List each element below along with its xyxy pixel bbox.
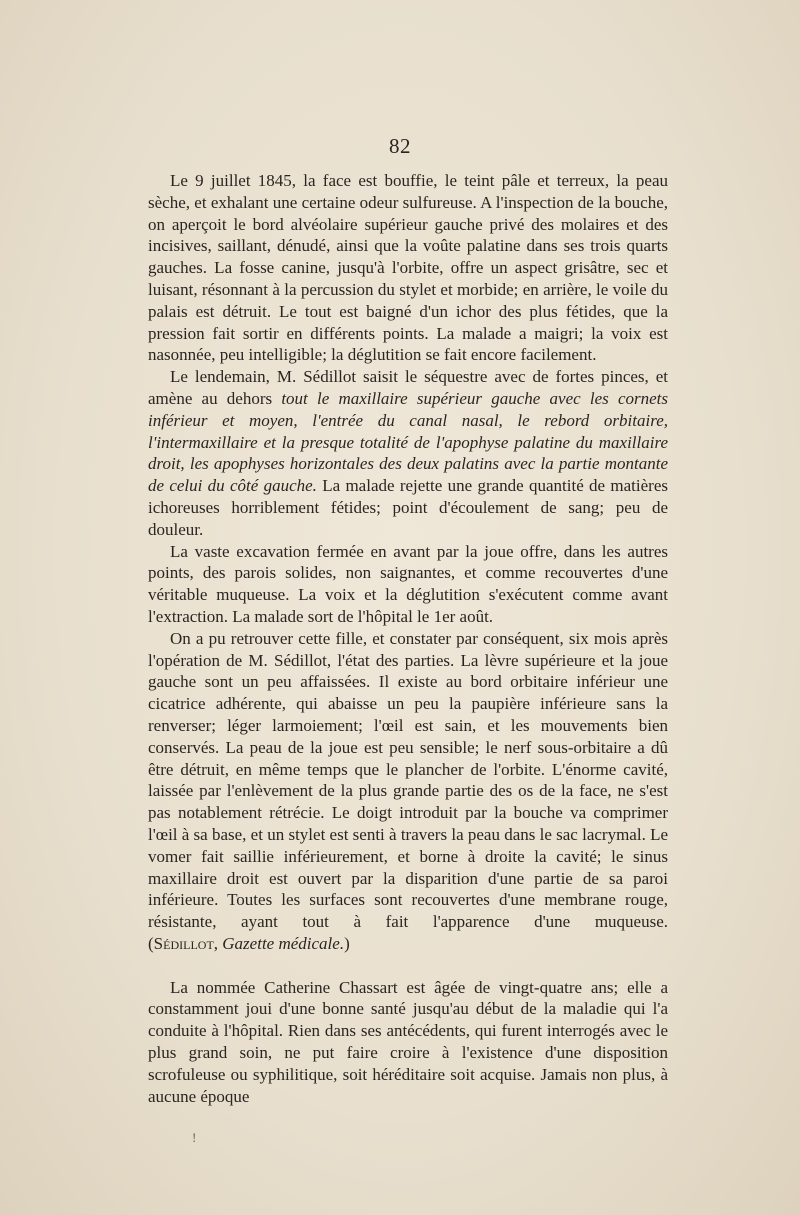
paragraph-4 [148,628,668,955]
source-author: Sédillot [153,933,214,953]
paragraph-2-tail: La malade rejette une grande quantité de matières ichoreuses horriblement fétides; point d'écoulement de sang; peu de douleur. [148,476,668,539]
paragraph-1: Le 9 juillet 1845, la face est bouffie, le teint pâle et terreux, la peau sèche, et exhalant une certaine odeur sulfureuse. A l'inspection de la bouche, on aperçoit le bord alvéolaire supérieur gauche privé des molaires et des incisives, saillant, dénudé, ainsi que la voûte palatine dans ses trois quarts gauches. La fosse canine, jusqu'à l'orbite, offre un aspect grisâtre, sec et luisant, résonnant à la percussion du stylet et morbide; en arrière, le voile du palais est détruit. Le tout est baigné d'un ichor des plus fétides, que la pression fait sortir en différents points. La malade a maigri; la voix est nasonnée, peu intelligible; la déglutition se fait encore facilement. [148,171,668,365]
paragraph-4-text: On a pu retrouver cette fille, et constater par conséquent, six mois après l'opération de M. Sédillot, l'état des parties. La lèvre supérieure et la joue gauche sont un peu affaissées. Il existe au bord orbitaire inférieur une cicatrice adhérente, qui abaisse un peu la paupière inférieure sans la renverser; léger larmoiement; l'œil est sain, et les mouvements bien conservés. La peau de la joue est peu sensible; le nerf sous-orbitaire a dû être détruit, en même temps que le plancher de l'orbite. L'énorme cavité, laissée par l'enlèvement de la plus grande partie des os de la face, ne s'est pas notablement rétrécie. Le doigt introduit par la bouche va comprimer l'œil à sa base, et un stylet est senti à travers la peau dans le sac lacrymal. Le vomer fait saillie inférieurement, et borne à droite la cavité; le sinus maxillaire droit est ouvert par la disparition d'une partie de sa paroi inférieure. Toutes les surfaces sont recouvertes d'une membrane rouge, résistante, ayant tout à fait l'apparence d'une muqueuse. [148,628,668,932]
paragraph-2-italic: tout le maxillaire supérieur gauche avec les cornets inférieur et moyen, l'entrée du canal nasal, le rebord orbitaire, l'intermaxillaire et la presque totalité de l'apophyse palatine du maxillaire droit, les apophyses horizontales des deux palatins avec la partie montante de celui du côté gauche. [148,388,668,496]
paragraph-2 [148,366,668,540]
source-journal: Gazette médicale. [222,933,345,953]
page-body [148,170,668,1107]
paragraph-3: La vaste excavation fermée en avant par la joue offre, dans les autres points, des parois solides, non saignantes, et comme recouvertes d'une véritable muqueuse. La voix et la déglutition s'exécutent comme avant l'extraction. La malade sort de l'hôpital le 1er août. [148,541,668,626]
footer-mark: ! [192,1130,197,1145]
paragraph-5: La nommée Catherine Chassart est âgée de vingt-quatre ans; elle a constamment joui d'une bonne santé jusqu'au début de la maladie qui l'a conduite à l'hôpital. Rien dans ses antécédents, qui furent interrogés avec le plus grand soin, ne put faire croire à l'existence d'une disposition scrofuleuse ou syphilitique, soit héréditaire soit acquise. Jamais non plus, à aucune époque [148,977,668,1106]
paragraph-2-lead: Le lendemain, M. Sédillot saisit le séquestre avec de fortes pinces, et amène au dehors [148,367,668,408]
source-citation: (Sédillot, Gazette médicale.) [148,933,350,953]
page-number: 82 [389,134,411,158]
